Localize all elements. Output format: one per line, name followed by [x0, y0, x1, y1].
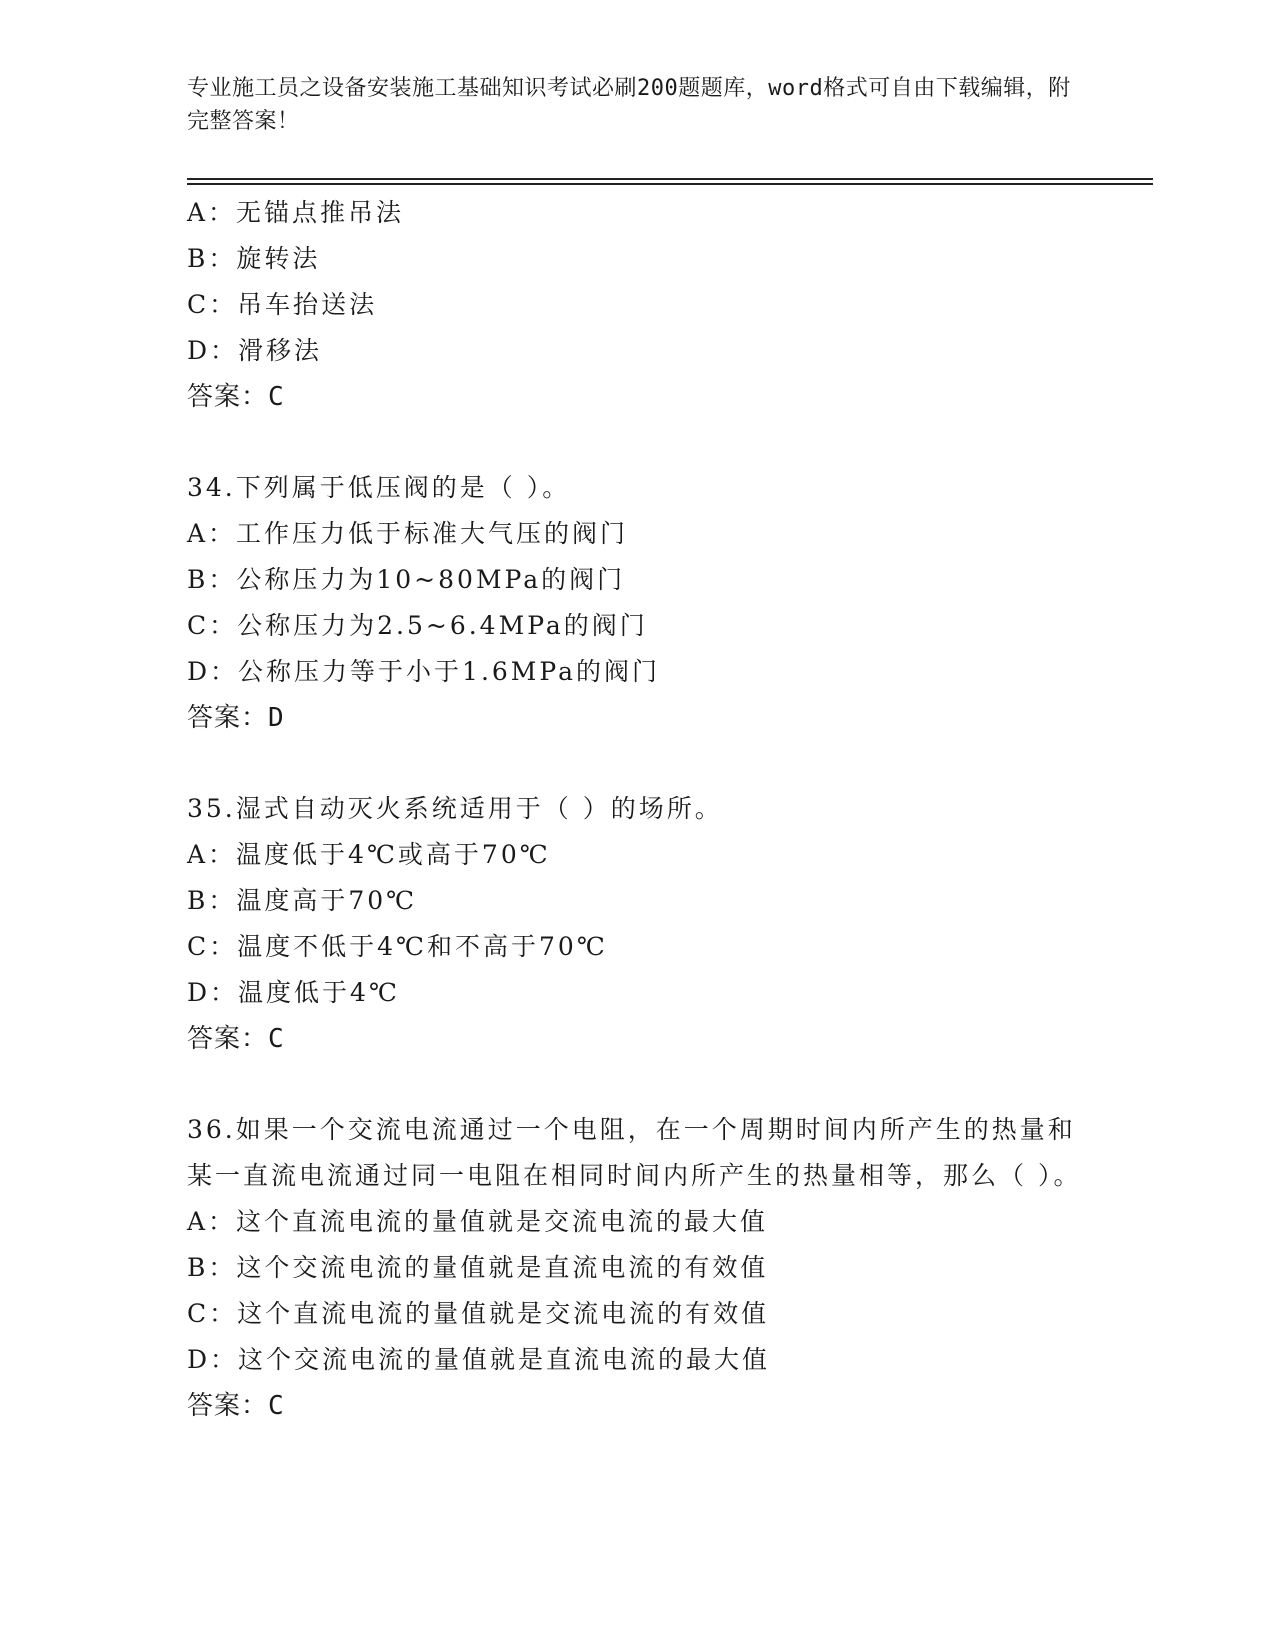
option-d: D：滑移法 [187, 336, 323, 365]
header-divider-bottom [187, 183, 1153, 185]
spacer [187, 420, 1087, 465]
option-d: D：这个交流电流的量值就是直流电流的最大值 [187, 1345, 771, 1374]
option-d: D：公称压力等于小于1.6MPa的阀门 [187, 657, 661, 686]
option-b: B：旋转法 [187, 244, 321, 273]
option-c: C：公称压力为2.5~6.4MPa的阀门 [187, 611, 648, 640]
question-text: 34.下列属于低压阀的是（ ）。 [187, 473, 571, 502]
spacer [187, 741, 1087, 786]
option-a: A：温度低于4℃或高于70℃ [187, 840, 551, 869]
question-33 [187, 190, 1087, 420]
option-b: B：温度高于70℃ [187, 886, 418, 915]
question-36 [187, 1107, 1087, 1429]
option-c: C：这个直流电流的量值就是交流电流的有效值 [187, 1299, 770, 1328]
option-d: D：温度低于4℃ [187, 978, 400, 1007]
answer-label: 答案：D [187, 703, 285, 733]
question-text: 35.湿式自动灭火系统适用于（ ）的场所。 [187, 794, 723, 823]
question-list [187, 188, 1087, 1429]
question-35 [187, 786, 1087, 1062]
option-a: A：这个直流电流的量值就是交流电流的最大值 [187, 1207, 769, 1236]
answer-label: 答案：C [187, 382, 285, 412]
option-c: C：吊车抬送法 [187, 290, 378, 319]
option-b: B：这个交流电流的量值就是直流电流的有效值 [187, 1253, 769, 1282]
document-header: 专业施工员之设备安装施工基础知识考试必刷200题题库，word格式可自由下载编辑，附完整答案！ [187, 76, 1071, 134]
spacer [187, 1062, 1087, 1107]
answer-label: 答案：C [187, 1024, 285, 1054]
question-text: 36.如果一个交流电流通过一个电阻，在一个周期时间内所产生的热量和某一直流电流通过同一电阻在相同时间内所产生的热量相等，那么（ ）。 [187, 1115, 1082, 1190]
option-c: C：温度不低于4℃和不高于70℃ [187, 932, 608, 961]
option-b: B：公称压力为10~80MPa的阀门 [187, 565, 626, 594]
answer-label: 答案：C [187, 1391, 285, 1421]
header-divider-top [187, 178, 1153, 180]
option-a: A：工作压力低于标准大气压的阀门 [187, 519, 629, 548]
question-34 [187, 465, 1087, 741]
option-a: A：无锚点推吊法 [187, 198, 405, 227]
